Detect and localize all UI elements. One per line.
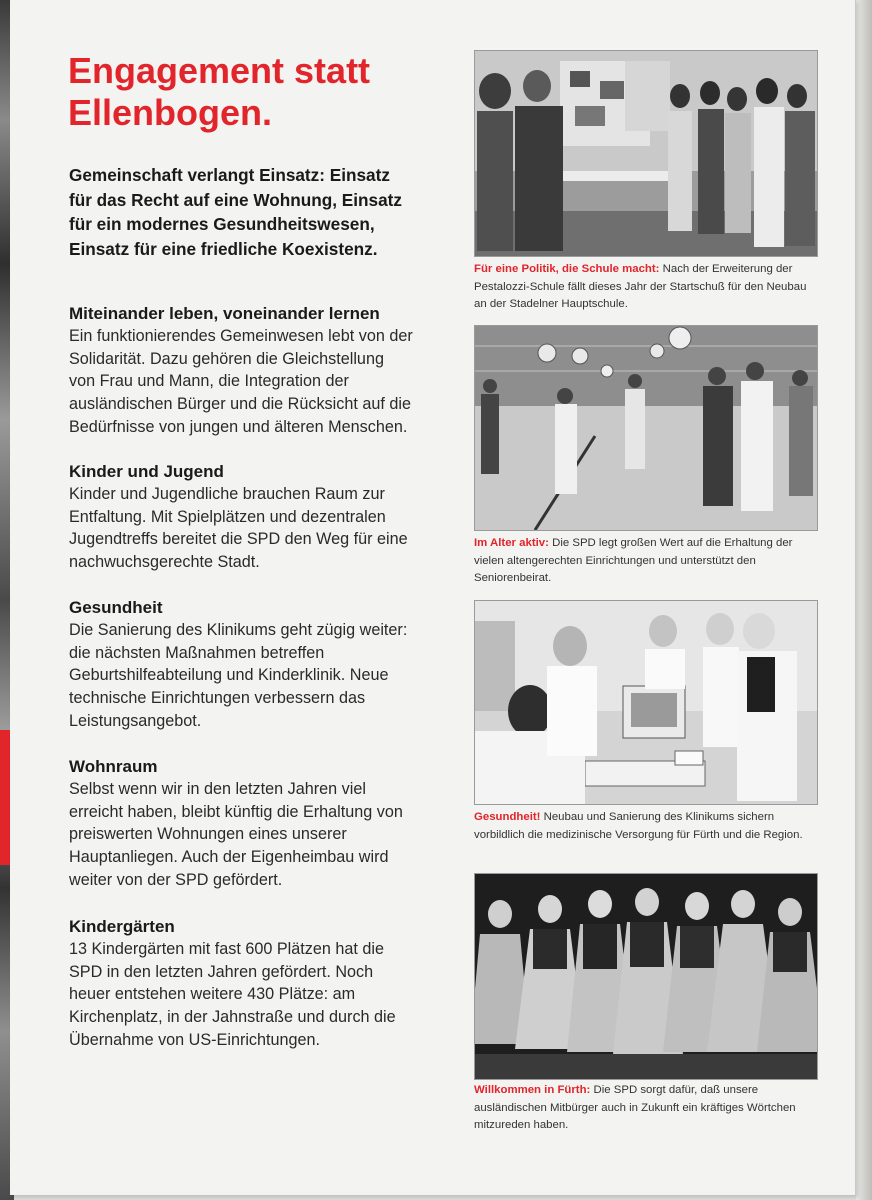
caption-dancers <box>474 1082 819 1135</box>
section-heading: Kinder und Jugend <box>69 462 224 481</box>
caption-text: Die SPD legt großen Wert auf die Erhaltung der vielen altengerechten Einrichtungen und unterstützt den Seniorenbeirat. <box>474 537 793 584</box>
photo-folk-dancers <box>474 873 818 1080</box>
section-gesundheit <box>69 597 414 733</box>
section-kindergaerten <box>69 916 414 1052</box>
section-miteinander <box>69 303 414 439</box>
page-title: Engagement statt Ellenbogen. <box>68 50 371 133</box>
caption-text: Nach der Erweiterung der Pestalozzi-Schule fällt dieses Jahr der Startschuß für den Neubau an der Stadelner Hauptschule. <box>474 263 807 310</box>
section-heading: Gesundheit <box>69 598 163 617</box>
page-edge-shadow <box>856 0 872 1200</box>
caption-text: Neubau und Sanierung des Klinikums sichern vorbildlich die medizinische Versorgung für Fürth und die Region. <box>474 811 803 841</box>
caption-highlight: Gesundheit! <box>474 811 541 823</box>
section-body: Die Sanierung des Klinikums geht zügig weiter: die nächsten Maßnahmen betreffen Geburtshilfeabteilung und Kinderklinik. Neue technische Einrichtungen verbessern das Leistungsangebot. <box>69 621 408 730</box>
lead-paragraph: Gemeinschaft verlangt Einsatz: Einsatz für das Recht auf eine Wohnung, Einsatz für ein modernes Gesundheitswesen, Einsatz für eine friedliche Koexistenz. <box>69 165 402 259</box>
caption-hospital <box>474 809 819 844</box>
photo-school-exhibition <box>474 50 818 257</box>
caption-school <box>474 261 819 314</box>
photo-seniors-sport <box>474 325 818 531</box>
section-body: Selbst wenn wir in den letzten Jahren viel erreicht haben, bleibt künftig die Erhaltung von preiswerten Wohnungen eines unserer Hauptanliegen. Auch der Eigenheimbau wird weiter von der SPD gefördert. <box>69 780 403 889</box>
photo-hospital <box>474 600 818 805</box>
section-heading: Miteinander leben, voneinander lernen <box>69 304 380 323</box>
caption-text: Die SPD sorgt dafür, daß unsere ausländischen Mitbürger auch in Zukunft ein kräftiges Wörtchen mitzureden haben. <box>474 1084 796 1131</box>
section-body: Kinder und Jugendliche brauchen Raum zur Entfaltung. Mit Spielplätzen und dezentralen Jugendtreffs bereitet die SPD den Weg für eine nachwuchsgerechte Stadt. <box>69 485 408 572</box>
section-heading: Kindergärten <box>69 917 175 936</box>
section-kinder-jugend <box>69 461 414 574</box>
caption-seniors <box>474 535 819 588</box>
section-wohnraum <box>69 756 414 892</box>
section-body: Ein funktionierendes Gemeinwesen lebt von der Solidarität. Dazu gehören die Gleichstellung von Frau und Mann, die Integration der ausländischen Bürger und die Rücksicht auf die Bedürfnisse von jungen und älteren Menschen. <box>69 327 413 436</box>
caption-highlight: Im Alter aktiv: <box>474 537 549 549</box>
caption-highlight: Willkommen in Fürth: <box>474 1084 591 1096</box>
section-body: 13 Kindergärten mit fast 600 Plätzen hat die SPD in den letzten Jahren gefördert. Noch heuer entstehen weitere 430 Plätze: am Kirchenplatz, in der Jahnstraße und durch die Übernahme von US-Einrichtungen. <box>69 940 396 1049</box>
caption-highlight: Für eine Politik, die Schule macht: <box>474 263 660 275</box>
section-heading: Wohnraum <box>69 757 158 776</box>
